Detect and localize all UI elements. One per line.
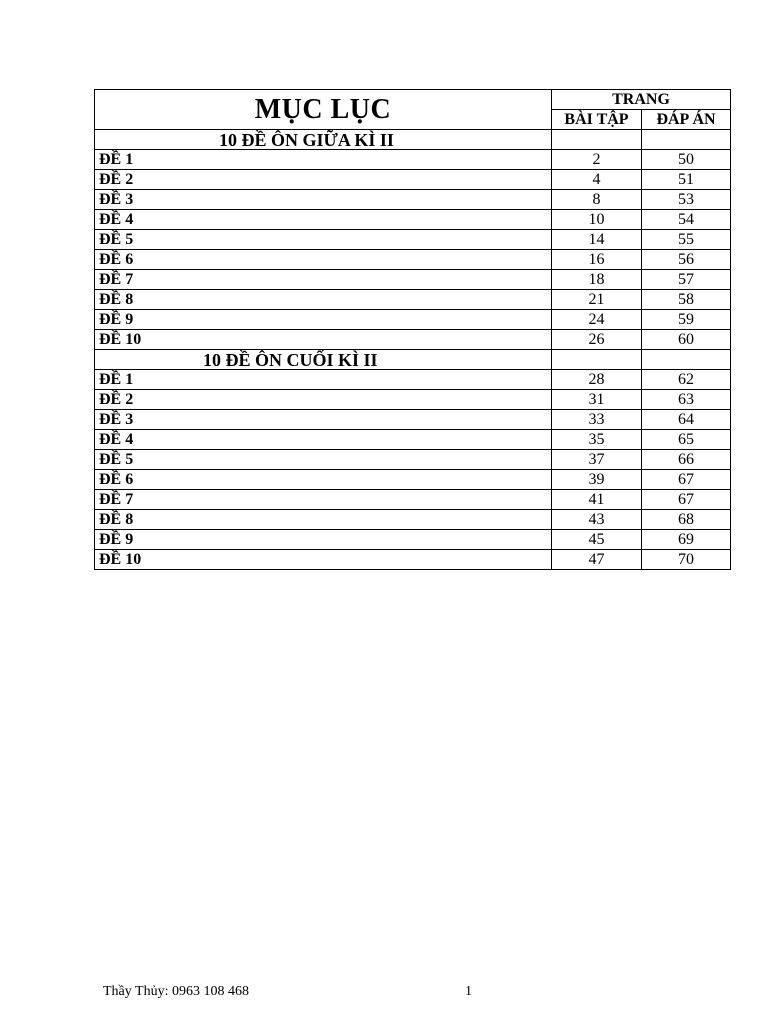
toc-body — [95, 130, 731, 570]
section-empty-cell — [642, 350, 731, 370]
exercise-page: 8 — [552, 190, 642, 210]
table-row — [95, 150, 731, 170]
exam-label: ĐỀ 6 — [95, 250, 552, 270]
answer-page: 57 — [642, 270, 731, 290]
exam-label: ĐỀ 5 — [95, 230, 552, 250]
table-row — [95, 250, 731, 270]
exam-label: ĐỀ 9 — [95, 310, 552, 330]
section-empty-cell — [552, 350, 642, 370]
answer-page: 56 — [642, 250, 731, 270]
table-row — [95, 410, 731, 430]
answer-page: 67 — [642, 490, 731, 510]
table-row — [95, 510, 731, 530]
exercise-page: 10 — [552, 210, 642, 230]
exercise-page: 28 — [552, 370, 642, 390]
table-row — [95, 550, 731, 570]
col-answer-header: ĐÁP ÁN — [642, 110, 731, 130]
exam-label: ĐỀ 7 — [95, 490, 552, 510]
table-of-contents — [94, 89, 731, 570]
exam-label: ĐỀ 10 — [95, 330, 552, 350]
exercise-page: 45 — [552, 530, 642, 550]
exercise-page: 21 — [552, 290, 642, 310]
exam-label: ĐỀ 3 — [95, 190, 552, 210]
answer-page: 66 — [642, 450, 731, 470]
table-row — [95, 430, 731, 450]
exercise-page: 47 — [552, 550, 642, 570]
answer-page: 68 — [642, 510, 731, 530]
footer-page-number: 1 — [465, 984, 472, 999]
exercise-page: 31 — [552, 390, 642, 410]
answer-page: 69 — [642, 530, 731, 550]
exam-label: ĐỀ 8 — [95, 510, 552, 530]
exercise-page: 2 — [552, 150, 642, 170]
answer-page: 55 — [642, 230, 731, 250]
answer-page: 59 — [642, 310, 731, 330]
col-group-page: TRANG — [552, 90, 731, 110]
exercise-page: 26 — [552, 330, 642, 350]
table-row — [95, 450, 731, 470]
table-row — [95, 290, 731, 310]
exam-label: ĐỀ 3 — [95, 410, 552, 430]
table-row — [95, 490, 731, 510]
exam-label: ĐỀ 5 — [95, 450, 552, 470]
section-heading-row — [95, 350, 731, 370]
exam-label: ĐỀ 6 — [95, 470, 552, 490]
answer-page: 53 — [642, 190, 731, 210]
exercise-page: 16 — [552, 250, 642, 270]
section-empty-cell — [642, 130, 731, 150]
answer-page: 67 — [642, 470, 731, 490]
answer-page: 60 — [642, 330, 731, 350]
answer-page: 63 — [642, 390, 731, 410]
answer-page: 51 — [642, 170, 731, 190]
col-exercise-header: BÀI TẬP — [552, 110, 642, 130]
exercise-page: 18 — [552, 270, 642, 290]
toc-title: MỤC LỤC — [95, 90, 552, 130]
section-heading — [95, 130, 552, 150]
exam-label: ĐỀ 1 — [95, 150, 552, 170]
table-row — [95, 390, 731, 410]
exam-label: ĐỀ 8 — [95, 290, 552, 310]
exercise-page: 33 — [552, 410, 642, 430]
table-row — [95, 310, 731, 330]
table-row — [95, 530, 731, 550]
exercise-page: 41 — [552, 490, 642, 510]
section-heading — [95, 350, 552, 370]
answer-page: 64 — [642, 410, 731, 430]
table-row — [95, 230, 731, 250]
answer-page: 58 — [642, 290, 731, 310]
table-row — [95, 330, 731, 350]
exercise-page: 14 — [552, 230, 642, 250]
exam-label: ĐỀ 7 — [95, 270, 552, 290]
exercise-page: 43 — [552, 510, 642, 530]
exam-label: ĐỀ 9 — [95, 530, 552, 550]
table-row — [95, 470, 731, 490]
table-row — [95, 370, 731, 390]
exam-label: ĐỀ 1 — [95, 370, 552, 390]
section-heading-row — [95, 130, 731, 150]
section-heading-text: 10 ĐỀ ÔN GIỮA KÌ II — [219, 129, 394, 150]
answer-page: 65 — [642, 430, 731, 450]
answer-page: 62 — [642, 370, 731, 390]
exam-label: ĐỀ 2 — [95, 170, 552, 190]
exercise-page: 35 — [552, 430, 642, 450]
exam-label: ĐỀ 10 — [95, 550, 552, 570]
table-row — [95, 190, 731, 210]
table-row — [95, 210, 731, 230]
exercise-page: 39 — [552, 470, 642, 490]
table-row — [95, 170, 731, 190]
exercise-page: 24 — [552, 310, 642, 330]
answer-page: 54 — [642, 210, 731, 230]
footer-author: Thầy Thủy: 0963 108 468 — [103, 984, 249, 999]
answer-page: 70 — [642, 550, 731, 570]
exam-label: ĐỀ 4 — [95, 210, 552, 230]
exercise-page: 37 — [552, 450, 642, 470]
toc-header-row — [95, 90, 731, 110]
exercise-page: 4 — [552, 170, 642, 190]
section-empty-cell — [552, 130, 642, 150]
section-heading-text: 10 ĐỀ ÔN CUỐI KÌ II — [203, 349, 378, 370]
table-row — [95, 270, 731, 290]
exam-label: ĐỀ 4 — [95, 430, 552, 450]
exam-label: ĐỀ 2 — [95, 390, 552, 410]
answer-page: 50 — [642, 150, 731, 170]
